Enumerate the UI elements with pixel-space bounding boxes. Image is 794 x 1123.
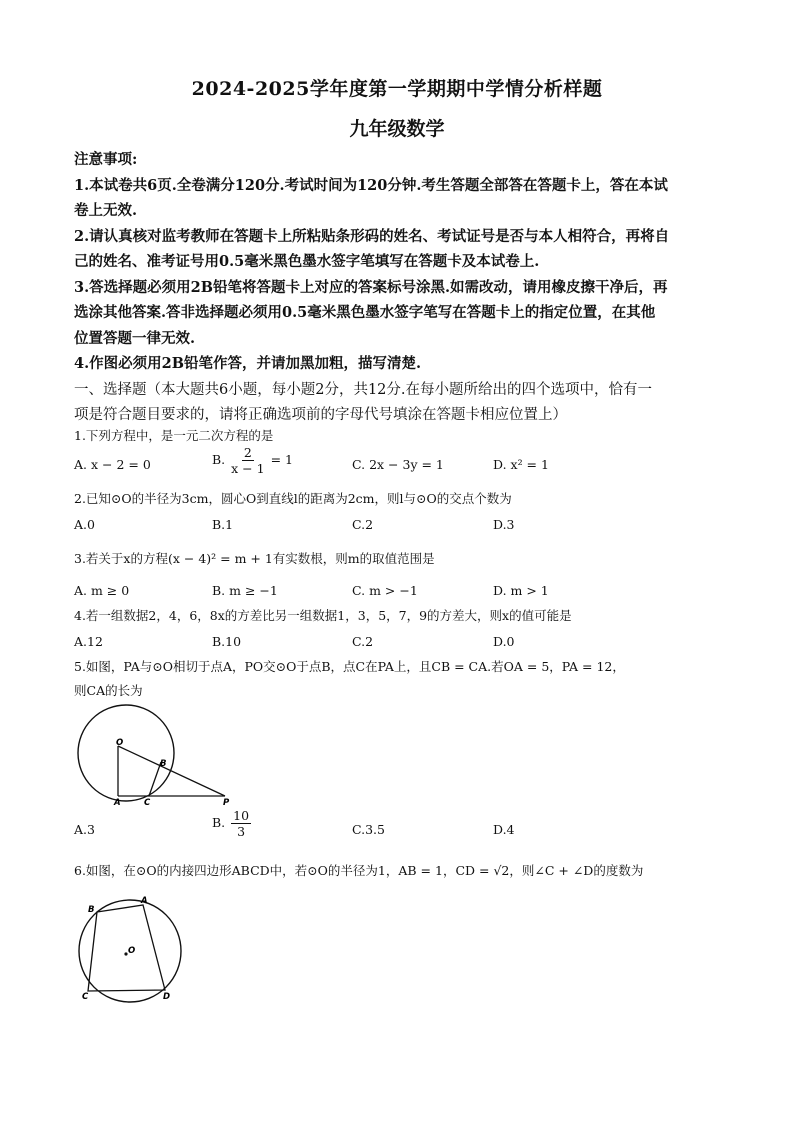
question-1-option-b (212, 445, 293, 476)
option-b-suffix: = 1 (270, 452, 293, 467)
section-1-line-2: 项是符合题目要求的，请将正确选项前的字母代号填涂在答题卡相应位置上） (74, 407, 567, 423)
question-5-stem-line-1: 5.如图，PA与⊙O相切于点A，PO交⊙O于点B，点C在PA上，且CB = CA.若OA = 5，PA = 12， (74, 659, 625, 674)
section-1-line-1: 一、选择题（本大题共6小题，每小题2分，共12分.在每小题所给出的四个选项中，恰有一 (74, 382, 653, 398)
question-5-option-b (212, 808, 253, 839)
question-5-stem-line-2: 则CA的长为 (74, 683, 143, 698)
note-4: 4.作图必须用2B铅笔作答，并请加黑加粗，描写清楚. (74, 355, 422, 372)
label-b: B (160, 759, 167, 769)
label-c: C (144, 798, 151, 808)
question-5-option-a: A.3 (74, 822, 95, 837)
notes-heading: 注意事项: (74, 151, 138, 168)
quadrilateral-abcd (88, 905, 165, 991)
question-3-option-c: C. m > −1 (352, 583, 418, 598)
question-1-option-c: C. 2x − 3y = 1 (352, 457, 444, 472)
label-c: C (82, 992, 89, 1002)
note-1-line-2: 卷上无效. (74, 202, 138, 219)
label-d: D (163, 992, 171, 1002)
exam-subject: 九年级数学 (349, 118, 445, 140)
fraction-denominator: 3 (237, 824, 246, 839)
option-b-fraction (231, 808, 251, 839)
question-3-option-a: A. m ≥ 0 (74, 583, 130, 598)
note-3-line-1: 3.答选择题必须用2B铅笔将答题卡上对应的答案标号涂黑.如需改动，请用橡皮擦干净后，再 (74, 279, 668, 296)
question-5-option-c: C.3.5 (352, 822, 385, 837)
exam-title: 2024-2025学年度第一学期期中学情分析样题 (191, 78, 603, 100)
label-a: A (114, 798, 121, 808)
question-2-option-d: D.3 (493, 517, 515, 532)
question-5-option-d: D.4 (493, 822, 515, 837)
question-6-figure (72, 895, 188, 1007)
question-4-option-d: D.0 (493, 634, 515, 649)
fraction-numerator: 2 (243, 445, 252, 460)
question-3-option-d: D. m > 1 (493, 583, 549, 598)
question-2-option-c: C.2 (352, 517, 374, 532)
note-3-line-2: 选涂其他答案.答非选择题必须用0.5毫米黑色墨水签字笔写在答题卡上的指定位置，在其他 (74, 304, 656, 321)
question-4-option-c: C.2 (352, 634, 374, 649)
question-1-stem: 1.下列方程中，是一元二次方程的是 (74, 428, 274, 443)
option-b-prefix: B. (212, 815, 226, 830)
label-o: O (116, 738, 124, 748)
label-p: P (223, 798, 230, 808)
question-3-stem: 3.若关于x的方程(x − 4)² = m + 1有实数根，则m的取值范围是 (74, 551, 435, 566)
question-4-stem: 4.若一组数据2，4，6，8x的方差比另一组数据1，3，5，7，9的方差大，则x的值可能是 (74, 608, 572, 623)
segment-op (118, 746, 225, 796)
label-o: O (128, 946, 136, 956)
fraction-numerator: 10 (233, 808, 250, 823)
note-2-line-2: 己的姓名、准考证号用0.5毫米黑色墨水签字笔填写在答题卡及本试卷上. (74, 253, 540, 270)
note-3-line-3: 位置答题一律无效. (74, 330, 196, 347)
question-5-figure (68, 704, 238, 808)
question-6-stem: 6.如图，在⊙O的内接四边形ABCD中，若⊙O的半径为1，AB = 1，CD = √2，则∠C + ∠D的度数为 (74, 863, 644, 878)
circle-o (78, 705, 174, 801)
question-4-option-b: B.10 (212, 634, 242, 649)
fraction-denominator: x − 1 (231, 461, 265, 476)
note-2-line-1: 2.请认真核对监考教师在答题卡上所粘贴条形码的姓名、考试证号是否与本人相符合，再将自 (74, 228, 670, 245)
question-1-option-d: D. x² = 1 (493, 457, 549, 472)
option-b-fraction (231, 445, 264, 476)
question-3-option-b: B. m ≥ −1 (212, 583, 278, 598)
question-2-stem: 2.已知⊙O的半径为3cm，圆心O到直线l的距离为2cm，则l与⊙O的交点个数为 (74, 491, 512, 506)
question-4-option-a: A.12 (74, 634, 103, 649)
option-b-prefix: B. (212, 452, 226, 467)
label-a: A (141, 896, 148, 906)
label-b: B (88, 905, 95, 915)
question-1-option-a: A. x − 2 = 0 (74, 457, 151, 472)
note-1-line-1: 1.本试卷共6页.全卷满分120分.考试时间为120分钟.考生答题全部答在答题卡上，答在本试 (74, 177, 668, 194)
question-2-option-a: A.0 (74, 517, 95, 532)
question-2-option-b: B.1 (212, 517, 234, 532)
